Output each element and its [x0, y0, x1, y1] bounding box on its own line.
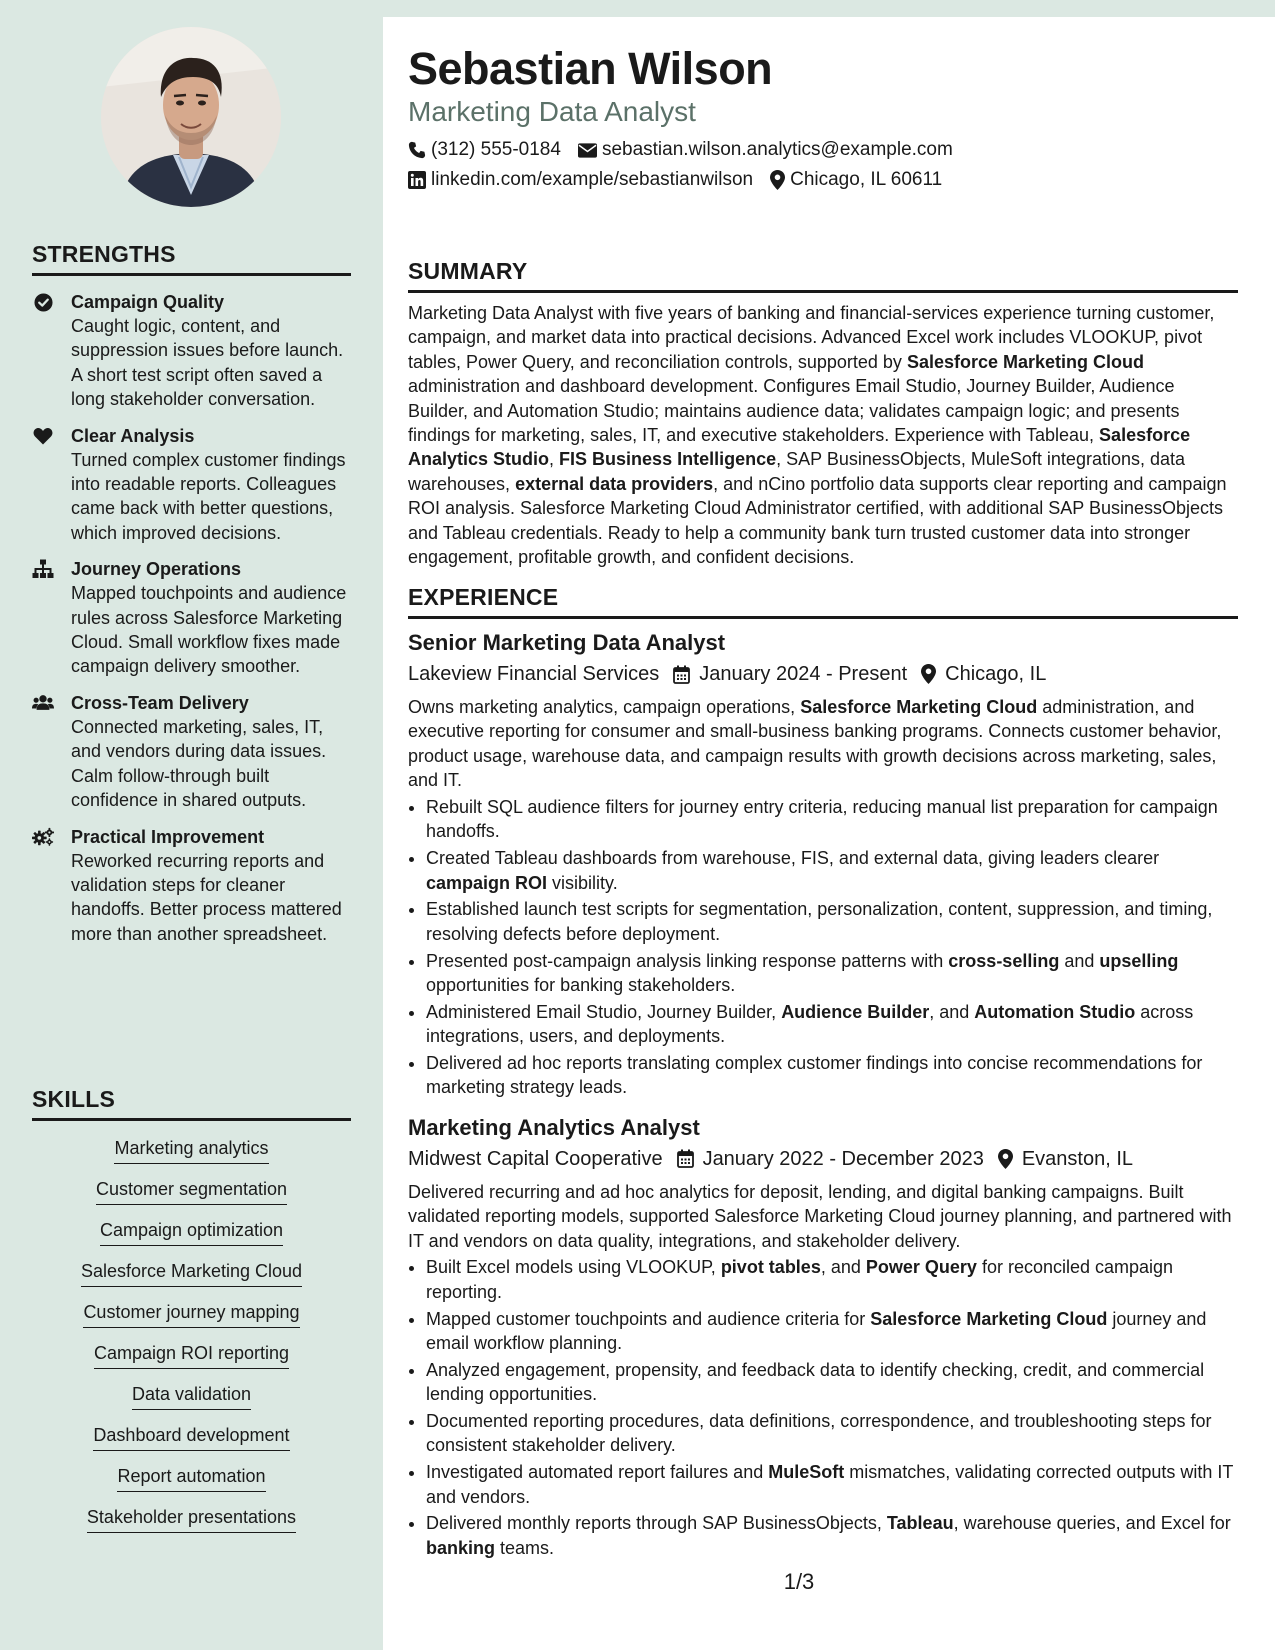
text-segment: and — [1059, 950, 1100, 971]
text-segment: Built Excel models using VLOOKUP, — [426, 1257, 721, 1278]
phone-icon — [408, 141, 426, 159]
text-segment: Rebuilt SQL audience filters for journey entry criteria, reducing manual list preparation for campaign handoffs. — [426, 797, 1218, 842]
bold-text: MuleSoft — [768, 1462, 845, 1483]
sitemap-icon — [32, 559, 54, 579]
job-dates — [673, 660, 907, 688]
text-segment: Delivered monthly reports through SAP BusinessObjects, — [426, 1513, 887, 1534]
users-icon — [32, 693, 54, 713]
skills-section — [32, 1086, 351, 1533]
strengths-heading: STRENGTHS — [32, 241, 351, 276]
text-segment: , warehouse queries, and Excel for — [953, 1513, 1231, 1534]
job-title: Senior Marketing Data Analyst — [408, 630, 726, 655]
check-circle-icon — [32, 292, 54, 312]
skill-item: Salesforce Marketing Cloud — [81, 1260, 302, 1287]
text-segment: administration and dashboard development. Configures Email Studio, Journey Builder, Audience Builder, and Automation Studio; maintains audience data; validates campaign logic; and presents findings for marketing, sales, IT, and executive stakeholders. Experience with Tableau, — [408, 376, 1180, 446]
job-description — [408, 695, 1238, 793]
job-entry — [408, 629, 1238, 1100]
job-meta — [408, 1145, 1238, 1173]
candidate-role: Marketing Data Analyst — [408, 96, 696, 127]
page-number: 1/3 — [783, 1569, 815, 1594]
text-segment: Administered Email Studio, Journey Builder, — [426, 1001, 782, 1022]
profile-photo — [101, 27, 281, 207]
bold-text: cross-selling — [948, 950, 1060, 971]
text-segment: visibility. — [547, 872, 618, 893]
job-bullet — [426, 1511, 1238, 1560]
skill-item: Report automation — [117, 1465, 265, 1492]
skill-item: Marketing analytics — [114, 1137, 268, 1164]
text-segment: journey and email workflow planning. — [426, 1308, 1207, 1354]
text-segment: Marketing Data Analyst with five years of banking and financial-services experience turning customer, campaign, and market data into practical decisions. Advanced Excel work includes VLOOKUP, pivot tables, Power Query, and reconciliation controls, supported by — [408, 303, 1215, 372]
map-pin-icon — [998, 1149, 1013, 1169]
strength-item — [32, 825, 351, 947]
strength-item — [32, 691, 351, 813]
text-segment: Mapped customer touchpoints and audience criteria for — [426, 1308, 871, 1329]
bold-text: Salesforce Marketing Cloud — [800, 697, 1038, 717]
strength-title: Practical Improvement — [71, 826, 265, 847]
sidebar — [0, 0, 383, 1650]
strength-item — [32, 557, 351, 679]
skill-item: Campaign optimization — [100, 1219, 283, 1246]
job-bullet — [426, 1358, 1238, 1407]
job-bullets — [408, 795, 1238, 1100]
summary-section — [408, 258, 1238, 569]
map-pin-icon — [921, 664, 936, 684]
skill-item: Stakeholder presentations — [87, 1506, 296, 1533]
text-segment: across integrations, users, and deployments. — [426, 1001, 1194, 1047]
job-bullet — [426, 795, 1238, 844]
job-description — [408, 1180, 1238, 1253]
bold-text: Automation Studio — [974, 1001, 1136, 1022]
text-segment: , and nCino portfolio data supports clear reporting and campaign ROI analysis. Salesforce Marketing Cloud Administrator certified, with additional SAP BusinessObjects and Tableau credentials. Ready to help a community bank turn trusted customer data into stronger engagement, profitable growth, and confident decisions. — [408, 473, 1227, 568]
strength-text: Turned complex customer findings into readable reports. Colleagues came back with better questions, which improved decisions. — [71, 449, 346, 543]
bold-text: Tableau — [886, 1513, 954, 1534]
skill-item: Data validation — [132, 1383, 251, 1410]
bold-text: Salesforce Analytics Studio — [408, 425, 1191, 470]
email-text: sebastian.wilson.analytics@example.com — [601, 139, 953, 160]
bold-text: campaign ROI — [426, 872, 548, 893]
skill-item: Dashboard development — [93, 1424, 289, 1451]
job-dates — [677, 1145, 984, 1173]
strength-text: Mapped touchpoints and audience rules across Salesforce Marketing Cloud. Small workflow fixes made campaign delivery smoother. — [71, 583, 347, 677]
text-segment: , and — [820, 1257, 866, 1278]
job-entry — [408, 1114, 1238, 1560]
map-pin-icon — [770, 170, 785, 190]
company-name: Midwest Capital Cooperative — [408, 1147, 663, 1170]
text-segment: Documented reporting procedures, data definitions, correspondence, and troubleshooting steps for consistent stakeholder delivery. — [426, 1411, 1212, 1456]
job-bullet — [426, 1460, 1238, 1509]
bold-text: FIS Business Intelligence — [559, 449, 777, 470]
job-bullet — [426, 1000, 1238, 1049]
skill-item: Customer journey mapping — [83, 1301, 299, 1328]
phone-contact[interactable] — [408, 138, 561, 162]
linkedin-text: linkedin.com/example/sebastianwilson — [431, 169, 754, 190]
job-bullet — [426, 1409, 1238, 1458]
job-meta — [408, 660, 1238, 688]
strength-title: Campaign Quality — [71, 292, 225, 312]
calendar-icon — [677, 1149, 694, 1168]
job-location — [921, 660, 1046, 688]
text-segment: Created Tableau dashboards from warehouse, FIS, and external data, giving leaders clearer — [426, 848, 1160, 869]
bold-text: Salesforce Marketing Cloud — [906, 351, 1144, 372]
strength-text: Reworked recurring reports and validation steps for cleaner handoffs. Better process mattered more than another spreadsheet. — [71, 850, 342, 944]
strength-title: Cross-Team Delivery — [71, 692, 249, 713]
cogs-icon — [32, 827, 54, 847]
text-segment: , — [549, 449, 560, 470]
bold-text: Audience Builder — [781, 1001, 930, 1022]
job-dates-text: January 2022 - December 2023 — [702, 1147, 984, 1170]
bold-text: Salesforce Marketing Cloud — [870, 1308, 1108, 1329]
text-segment: , SAP BusinessObjects, MuleSoft integrations, data warehouses, — [408, 449, 1186, 494]
text-segment: teams. — [495, 1537, 555, 1558]
strength-item — [32, 424, 351, 546]
text-segment: Delivered recurring and ad hoc analytics for deposit, lending, and digital banking campaigns. Built validated reporting models, supported Salesforce Marketing Cloud journey planning, and partnered with IT and vendors on data quality, integrations, and stakeholder delivery. — [408, 1181, 1232, 1251]
experience-section — [408, 584, 1238, 1560]
job-bullet — [426, 897, 1238, 946]
job-bullet — [426, 846, 1238, 895]
heart-icon — [32, 426, 54, 446]
job-location-text: Chicago, IL — [945, 663, 1047, 685]
job-bullet — [426, 1307, 1238, 1356]
skill-item: Campaign ROI reporting — [94, 1342, 289, 1369]
candidate-name: Sebastian Wilson — [408, 43, 773, 94]
job-location — [998, 1145, 1133, 1173]
bold-text: banking — [426, 1537, 496, 1558]
email-contact[interactable] — [578, 138, 953, 162]
linkedin-icon — [408, 171, 426, 189]
text-segment: administration, and executive reporting for consumer and small-business banking programs. Connects customer behavior, product usage, warehouse data, and campaign results with growth decisions across marketing, sales, and IT. — [408, 697, 1222, 791]
summary-text — [408, 301, 1238, 569]
strength-text: Connected marketing, sales, IT, and vendors during data issues. Calm follow-through built confidence in shared outputs. — [71, 716, 327, 811]
strengths-section — [32, 241, 351, 946]
main-content — [383, 17, 1275, 1650]
text-segment: Presented post-campaign analysis linking response patterns with — [426, 950, 949, 971]
contact-row-secondary — [408, 168, 959, 192]
envelope-icon — [578, 143, 597, 158]
strength-title: Clear Analysis — [71, 425, 195, 446]
location-text: Chicago, IL 60611 — [790, 169, 943, 190]
text-segment: Analyzed engagement, propensity, and feedback data to identify checking, credit, and commercial lending opportunities. — [426, 1359, 1205, 1405]
text-segment: opportunities for banking stakeholders. — [426, 975, 736, 996]
calendar-icon — [673, 665, 690, 684]
strength-title: Journey Operations — [71, 559, 242, 580]
skills-heading: SKILLS — [32, 1086, 351, 1121]
job-bullets — [408, 1255, 1238, 1560]
text-segment: , and — [929, 1001, 975, 1022]
bold-text: pivot tables — [720, 1257, 821, 1278]
bold-text: upselling — [1099, 950, 1179, 971]
summary-heading: SUMMARY — [408, 258, 1238, 293]
job-location-text: Evanston, IL — [1021, 1147, 1134, 1170]
job-bullet — [426, 1051, 1238, 1100]
strength-item — [32, 290, 351, 412]
bold-text: Power Query — [865, 1257, 977, 1278]
job-title: Marketing Analytics Analyst — [408, 1114, 700, 1140]
text-segment: Delivered ad hoc reports translating complex customer findings into concise recommendations for marketing strategy leads. — [426, 1053, 1203, 1098]
text-segment: for reconciled campaign reporting. — [426, 1257, 1174, 1302]
text-segment: mismatches, validating corrected outputs with IT and vendors. — [426, 1462, 1234, 1507]
job-dates-text: January 2024 - Present — [699, 663, 908, 685]
phone-text: (312) 555-0184 — [431, 139, 561, 160]
experience-heading: EXPERIENCE — [408, 584, 1238, 619]
text-segment: Owns marketing analytics, campaign operations, — [408, 697, 801, 717]
job-bullet — [426, 949, 1238, 998]
skills-list — [32, 1137, 351, 1533]
job-bullet — [426, 1255, 1238, 1304]
text-segment: Established launch test scripts for segmentation, personalization, content, suppression, and timing, resolving defects before deployment. — [426, 899, 1213, 944]
bold-text: external data providers — [515, 473, 714, 494]
profile-photo-image — [101, 27, 281, 207]
linkedin-contact[interactable] — [408, 168, 753, 192]
text-segment: Investigated automated report failures and — [426, 1462, 769, 1483]
strength-text: Caught logic, content, and suppression issues before launch. A short test script often saved a long stakeholder conversation. — [71, 316, 344, 410]
skill-item: Customer segmentation — [96, 1178, 287, 1205]
company-name: Lakeview Financial Services — [408, 663, 660, 685]
contact-row-primary — [408, 138, 970, 162]
location-contact — [770, 168, 942, 192]
